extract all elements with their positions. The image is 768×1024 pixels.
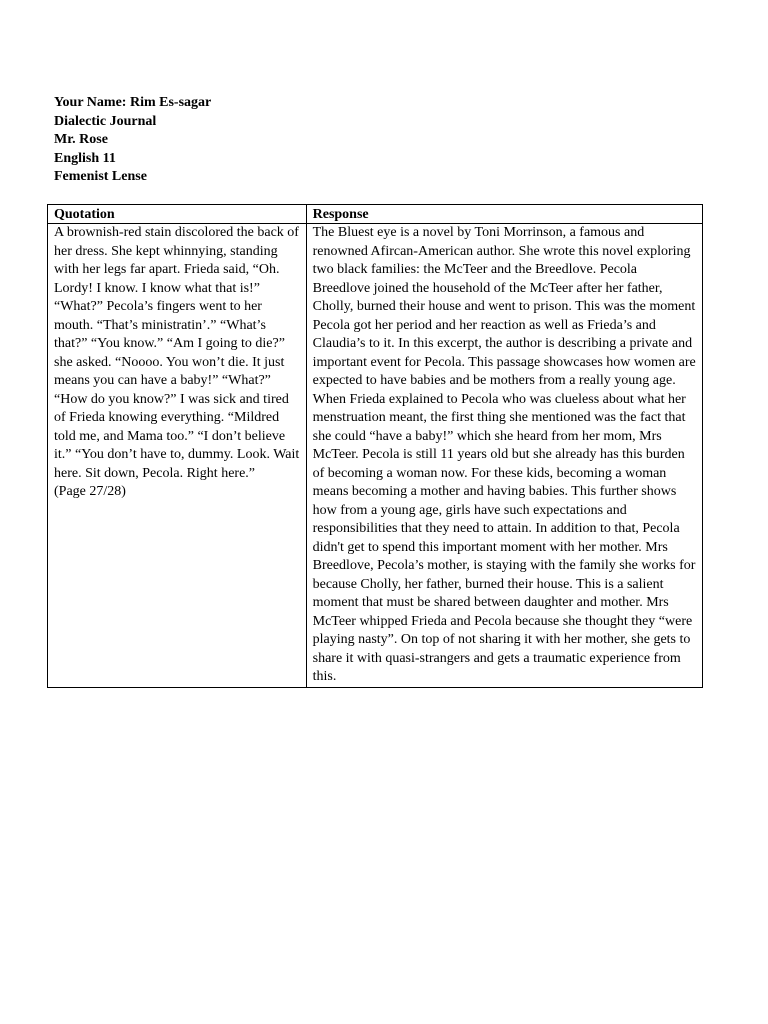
response-cell	[306, 224, 702, 688]
document-header	[54, 94, 211, 187]
table-header-row	[48, 205, 703, 224]
page-reference: (Page 27/28)	[54, 484, 126, 499]
quotation-column-header: Quotation	[48, 205, 307, 224]
teacher-name: Mr. Rose	[54, 132, 108, 147]
quotation-cell	[48, 224, 307, 688]
dialectic-journal-table	[47, 204, 703, 688]
quotation-text: A brownish-red stain discolored the back of her dress. She kept whinnying, standing with her legs far apart. Frieda said, “Oh. Lordy! I know. I know what that is!” “What?” Pecola’s fingers went to her mouth. “That’s ministratin’.” “What’s that?” “You know.” “Am I going to die?” she asked. “Noooo. You won’t die. It just means you can have a baby!” “What?” “How do you know?” I was sick and tired of Frieda knowing everything. “Mildred told me, and Mama too.” “I don’t believe it.” “You don’t have to, dummy. Look. Wait here. Sit down, Pecola. Right here.”	[54, 225, 300, 481]
table-row	[48, 224, 703, 688]
course-name: English 11	[54, 150, 116, 166]
assignment-title: Dialectic Journal	[54, 113, 157, 129]
critical-lens: Femenist Lense	[54, 169, 147, 184]
response-text: The Bluest eye is a novel by Toni Morrinson, a famous and renowned Afircan-American author. She wrote this novel exploring two black families: the McTeer and the Breedlove. Pecola Breedlove joined the household of the McTeer after her father, Cholly, burned their house and went to prison. This was the moment Pecola got her period and her reaction as well as Frieda’s and Claudia’s to it. In this excerpt, the author is describing a private and important event for Pecola. This passage showcases how women are expected to have babies and be mothers from a really young age. When Frieda explained to Pecola who was clueless about what her menstruation meant, the first thing she mentioned was the fact that she could “have a baby!” which she heard from her mom, Mrs McTeer. Pecola is still 11 years old but she already has this burden of becoming a woman now. For these kids, becoming a woman means becoming a mother and having babies. This further shows how from a young age, girls have such expectations and responsibilities that they need to attain. In addition to that, Pecola didn't get to spend this important moment with her mother. Mrs Breedlove, Pecola’s mother, is staying with the family she works for because Cholly, her father, burned their house. This is a salient moment that must be shared between daughter and mother. Mrs McTeer whipped Frieda and Pecola because she thought they “were playing nasty”. On top of not sharing it with her mother, she gets to share it with quasi-strangers and gets a traumatic experience from this.	[312, 225, 696, 684]
student-name: Your Name: Rim Es-sagar	[54, 95, 212, 110]
response-column-header: Response	[306, 205, 702, 224]
